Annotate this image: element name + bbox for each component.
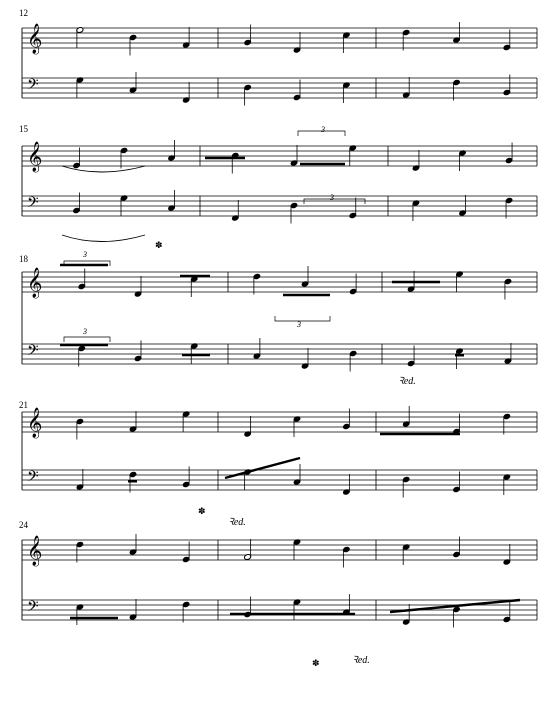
bass-clef-icon: 𝄢 (27, 194, 39, 215)
system-1 (19, 8, 28, 18)
bass-clef-icon: 𝄢 (27, 76, 39, 97)
pedal-mark: Ꝛed. (228, 517, 246, 528)
pedal-release-symbol: ✽ (198, 506, 206, 516)
system-5 (19, 520, 370, 668)
pedal-mark: Ꝛed. (352, 655, 370, 666)
slur (62, 235, 145, 242)
bass-clef-icon: 𝄢 (27, 342, 39, 363)
measure-number: 21 (19, 400, 28, 410)
treble-clef-icon: 𝄞 (27, 408, 43, 438)
measure-number: 12 (19, 8, 28, 18)
triplet-label: 3 (297, 320, 301, 329)
system-4 (19, 400, 246, 528)
triplet-label: 3 (330, 193, 334, 202)
whole-rest (455, 354, 464, 357)
measure-number: 15 (19, 124, 28, 134)
system-2 (19, 124, 334, 250)
measure-number: 18 (19, 254, 28, 264)
pedal-release-symbol: ✽ (155, 240, 163, 250)
triplet-label: 3 (321, 125, 325, 134)
treble-clef-icon: 𝄞 (27, 24, 43, 54)
triplet-bracket (275, 316, 330, 321)
engraving-layer (22, 22, 537, 628)
whole-rest (128, 480, 137, 483)
bass-clef-icon: 𝄢 (27, 468, 39, 489)
measure-number: 24 (19, 520, 28, 530)
triplet-label: 3 (83, 327, 87, 336)
triplet-bracket (64, 337, 110, 342)
triplet-label: 3 (83, 250, 87, 259)
treble-clef-icon: 𝄞 (27, 268, 43, 298)
bass-clef-icon: 𝄢 (27, 598, 39, 619)
treble-clef-icon: 𝄞 (27, 536, 43, 566)
pedal-release-symbol: ✽ (312, 658, 320, 668)
treble-clef-icon: 𝄞 (27, 142, 43, 172)
pedal-mark: Ꝛed. (398, 376, 416, 387)
